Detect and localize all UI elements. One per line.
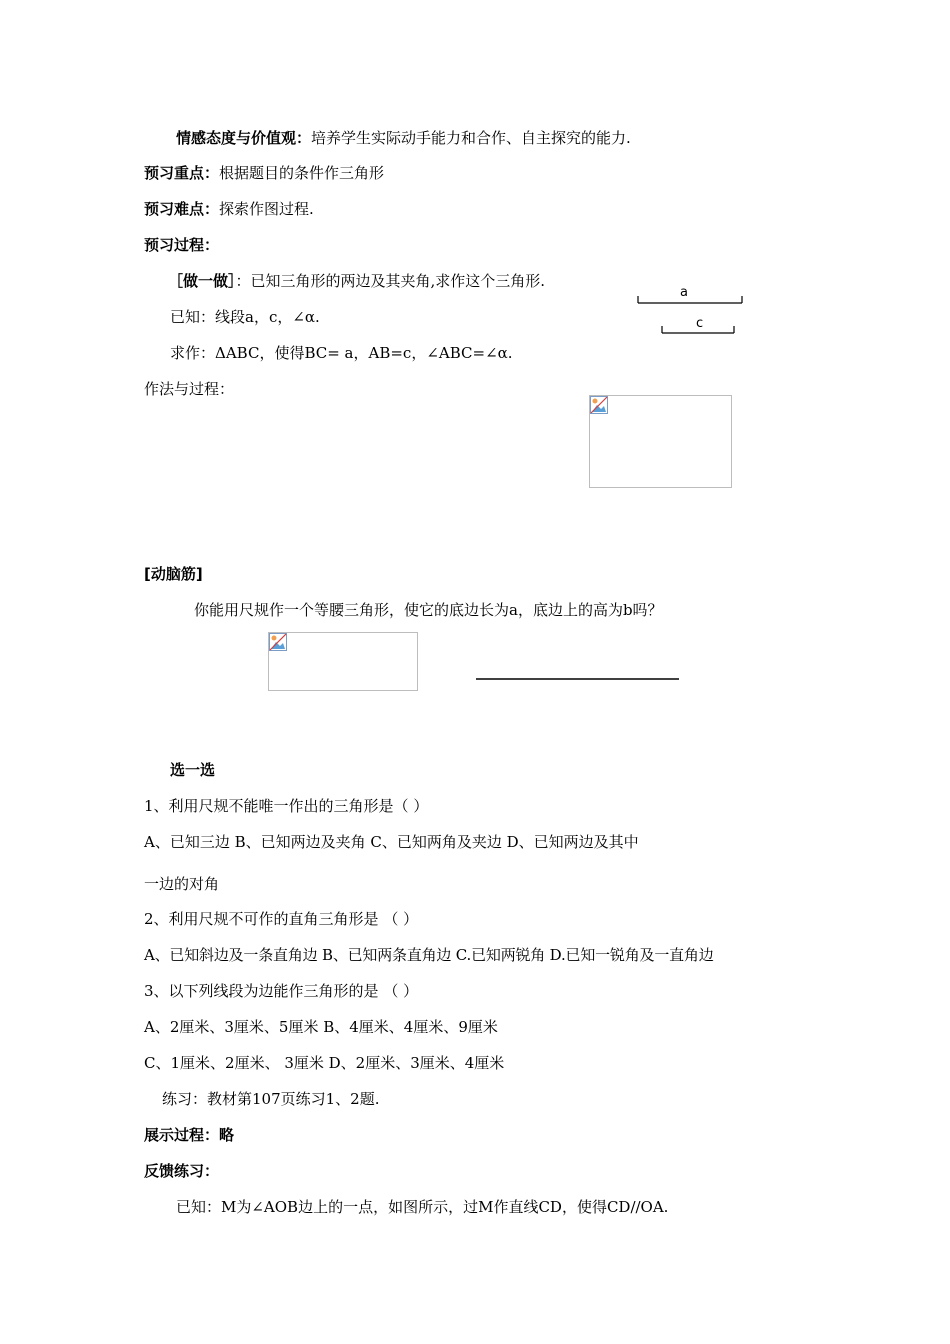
q1-options: A、已知三边 B、已知两边及夹角 C、已知两角及夹边 D、已知两边及其中: [144, 833, 639, 851]
difficulty-line: [144, 199, 314, 219]
brain-question: 你能用尺规作一个等腰三角形，使它的底边长为a，底边上的高为b吗？: [194, 601, 663, 619]
method-line: 作法与过程：: [144, 380, 235, 398]
practice-line: 练习：教材第107页练习1、2题.: [162, 1090, 380, 1108]
difficulty-text: 探索作图过程.: [219, 200, 314, 218]
q2-options: A、已知斜边及一条直角边 B、已知两条直角边 C.已知两锐角 D.已知一锐角及一直角边: [144, 946, 714, 964]
segment-line: [475, 677, 681, 681]
affect-text: 培养学生实际动手能力和合作、自主探究的能力.: [311, 129, 631, 147]
feedback-text: 已知：M为∠AOB边上的一点，如图所示，过M作直线CD，使得CD//OA.: [176, 1198, 669, 1216]
segment-a-figure: [636, 286, 746, 306]
show-line: 展示过程：略: [144, 1126, 235, 1144]
broken-image-icon: [269, 633, 287, 651]
process-label: 预习过程：: [144, 236, 220, 254]
focus-text: 根据题目的条件作三角形: [219, 164, 385, 182]
affect-label: 情感态度与价值观：: [176, 129, 312, 147]
difficulty-label: 预习难点：: [144, 200, 220, 218]
q1: 1、利用尺规不能唯一作出的三角形是（ ）: [144, 797, 429, 815]
feedback-label: 反馈练习：: [144, 1162, 220, 1180]
q3-options-2: C、1厘米、2厘米、 3厘米 D、2厘米、3厘米、4厘米: [144, 1054, 505, 1072]
segment-a-label: a: [680, 285, 688, 300]
broken-image-icon: [590, 396, 608, 414]
q3: 3、以下列线段为边能作三角形的是 （ ）: [144, 982, 419, 1000]
q1-cont: 一边的对角: [144, 875, 220, 893]
q3-options-1: A、2厘米、3厘米、5厘米 B、4厘米、4厘米、9厘米: [144, 1018, 498, 1036]
construct-line: 求作：ΔABC，使得BC= a，AB=c，∠ABC=∠α.: [170, 344, 513, 362]
isosceles-image: [268, 632, 418, 691]
activity-text: ：已知三角形的两边及其夹角,求作这个三角形.: [235, 272, 546, 290]
focus-label: 预习重点：: [144, 164, 220, 182]
segment-c-label: c: [696, 316, 704, 331]
q2: 2、利用尺规不可作的直角三角形是 （ ）: [144, 910, 419, 928]
construction-image: [589, 395, 732, 488]
brain-label: [动脑筋]: [144, 565, 203, 583]
activity-line: [168, 271, 545, 291]
focus-line: [144, 163, 384, 183]
activity-label: ［做一做］: [168, 272, 236, 290]
given-line: 已知：线段a，c，∠α.: [170, 308, 320, 326]
affect-line: [176, 128, 631, 148]
choose-title: 选一选: [170, 761, 216, 779]
